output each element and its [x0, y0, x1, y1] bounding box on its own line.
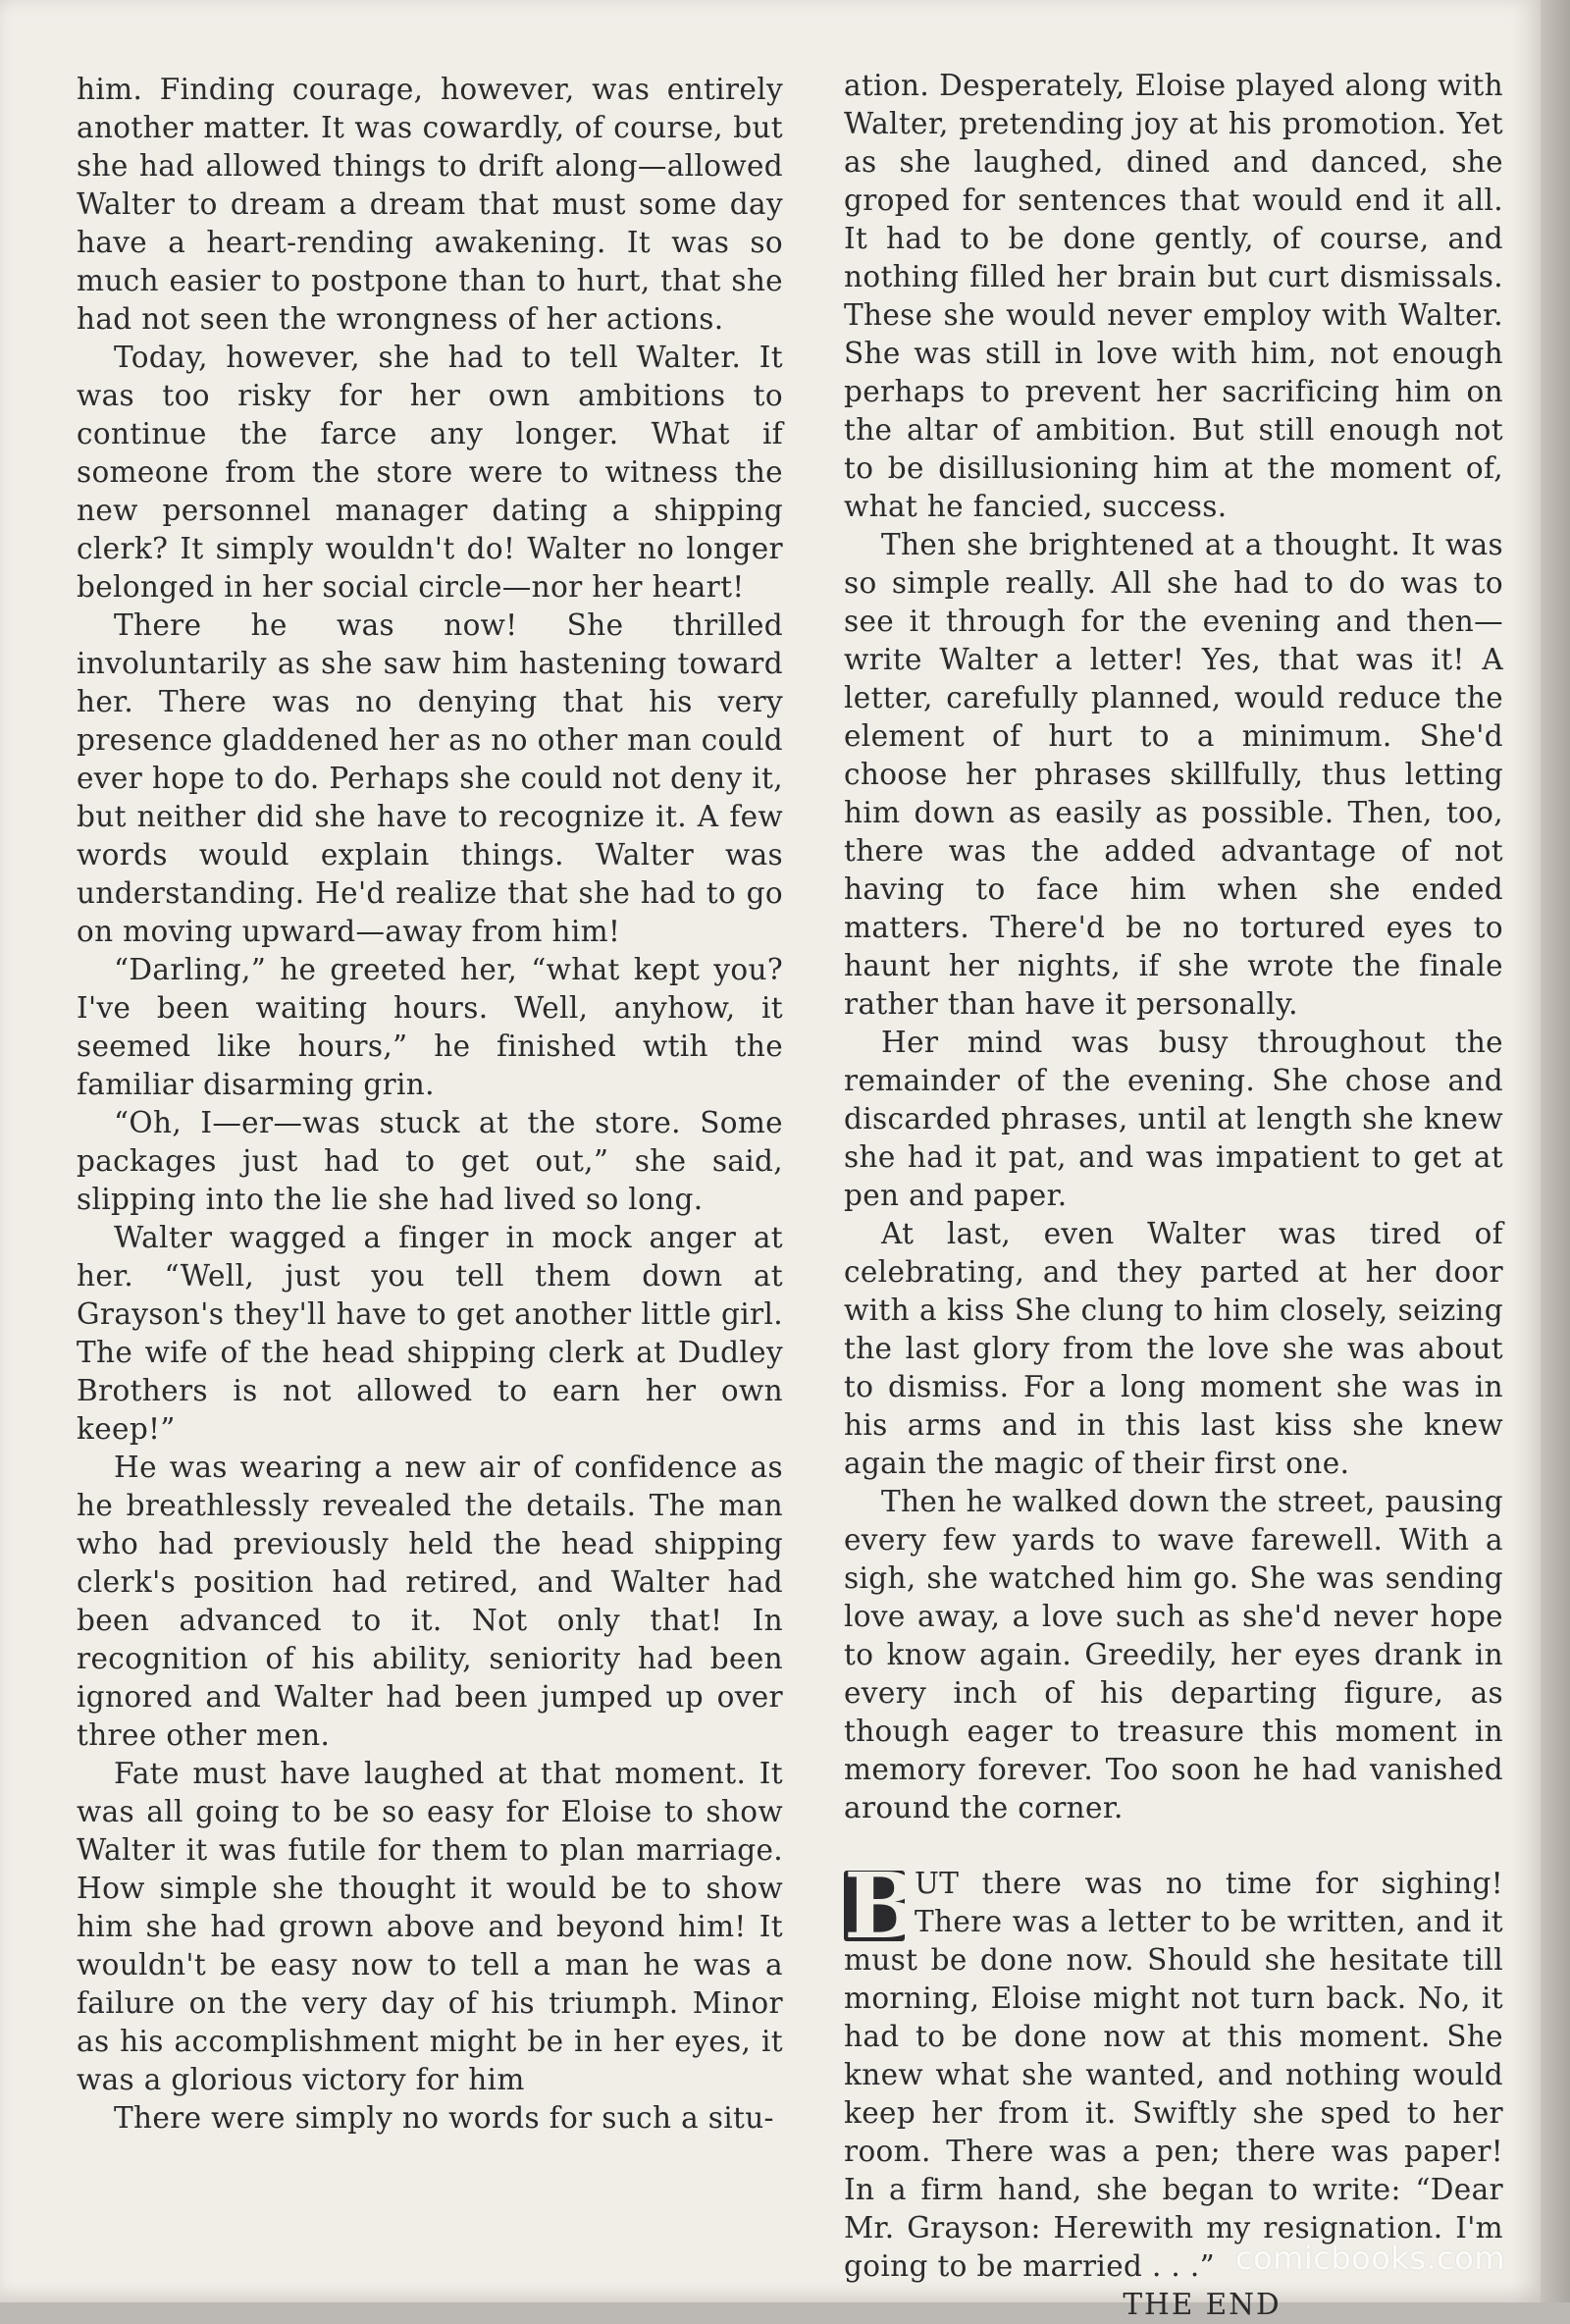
- story-paragraph: Then he walked down the street, pausing every few yards to wave farewell. With a sigh, she watched him go. She was sending love away, a love such as she'd never hope to know again. Greedily, her eyes drank in every inch of his departing figure, as though eager to treasure this moment in memory forever. Too soon he had vanished around the corner.: [844, 1485, 1503, 1824]
- story-paragraph: “Darling,” he greeted her, “what kept you? I've been waiting hours. Well, anyhow, it seemed like hours,” he finished wtih the familiar disarming grin.: [77, 953, 783, 1101]
- drop-cap-letter: B: [844, 1853, 921, 1959]
- story-paragraph: He was wearing a new air of confidence as he breathlessly revealed the details. The man who had previously held the head shipping clerk's position had retired, and Walter had been advanced to it. Not only that! In recognition of his ability, seniority had been ignored and Walter had been jumped up over three other men.: [77, 1451, 783, 1752]
- story-paragraph: Her mind was busy throughout the remainder of the evening. She chose and discarded phrases, until at length she knew she had it pat, and was impatient to get at pen and paper.: [844, 1026, 1503, 1212]
- story-paragraph: At last, even Walter was tired of celebrating, and they parted at her door with a kiss She clung to him closely, seizing the last glory from the love she was about to dismiss. For a long moment she was in his arms and in this last kiss she knew again the magic of their first one.: [844, 1217, 1503, 1480]
- story-paragraph: “Oh, I—er—was stuck at the store. Some packages just had to get out,” she said, slipping into the lie she had lived so long.: [77, 1106, 783, 1216]
- page-edge: [1541, 0, 1570, 2302]
- story-paragraph: There were simply no words for such a situ-: [114, 2101, 774, 2135]
- story-paragraph: Then she brightened at a thought. It was so simple really. All she had to do was to see it through for the evening and then—write Walter a letter! Yes, that was it! A letter, carefully planned, would reduce the element of hurt to a minimum. She'd choose her phrases skillfully, thus letting him down as easily as possible. Then, too, there was the added advantage of not having to face him when she ended matters. There'd be no tortured eyes to haunt her nights, if she wrote the finale rather than have it personally.: [844, 528, 1503, 1021]
- text-column-left: [77, 71, 783, 2138]
- text-column-right: [844, 67, 1503, 2324]
- story-paragraph: Fate must have laughed at that moment. It was all going to be so easy for Eloise to show Walter it was futile for them to plan marriage. How simple she thought it would be to show him she had grown above and beyond him! It wouldn't be easy now to tell a man he was a failure on the very day of his triumph. Minor as his accomplishment might be in her eyes, it was a glorious victory for him: [77, 1757, 783, 2096]
- story-paragraph: There he was now! She thrilled involuntarily as she saw him hastening toward her. There was no denying that his very presence gladdened her as no other man could ever hope to do. Perhaps she could not deny it, but neither did she have to recognize it. A few words would explain things. Walter was understanding. He'd realize that she had to go on moving upward—away from him!: [77, 608, 783, 948]
- story-paragraph: him. Finding courage, however, was entirely another matter. It was cowardly, of course, but she had allowed things to drift along—allowed Walter to dream a dream that must some day have a heart-rending awakening. It was so much easier to postpone than to hurt, that she had not seen the wrongness of her actions.: [77, 73, 783, 336]
- the-end-label: THE END: [1123, 2288, 1282, 2321]
- story-paragraph: Walter wagged a finger in mock anger at her. “Well, just you tell them down at Grayson's they'll have to get another little girl. The wife of the head shipping clerk at Dudley Brothers is not allowed to earn her own keep!”: [77, 1221, 783, 1446]
- final-paragraph: [844, 1853, 1503, 2286]
- final-paragraph-text: UT there was no time for sighing! There was a letter to be written, and it must be done now. Should she hesitate till morning, Eloise might not turn back. No, it had to be done now at this moment. She knew what she wanted, and nothing would keep her from it. Swiftly she sped to her room. There was a pen; there was paper! In a firm hand, she began to write: “Dear Mr. Grayson: Herewith my resignation. I'm going to be married . . .”: [844, 1867, 1503, 2283]
- story-paragraph: Today, however, she had to tell Walter. It was too risky for her own ambitions to continue the farce any longer. What if someone from the store were to witness the new personnel manager dating a shipping clerk? It simply wouldn't do! Walter no longer belonged in her social circle—nor her heart!: [77, 341, 783, 604]
- watermark-text: comicbooks.com: [1234, 2240, 1505, 2277]
- section-break: [844, 1827, 1503, 1865]
- story-paragraph: ation. Desperately, Eloise played along with Walter, pretending joy at his promotion. Yet as she laughed, dined and danced, she groped for sentences that would end it all. It had to be done gently, of course, and nothing filled her brain but curt dismissals. These she would never employ with Walter. She was still in love with him, not enough perhaps to prevent her sacrificing him on the altar of ambition. But still enough not to be disillusioning him at the moment of, what he fancied, success.: [844, 69, 1503, 523]
